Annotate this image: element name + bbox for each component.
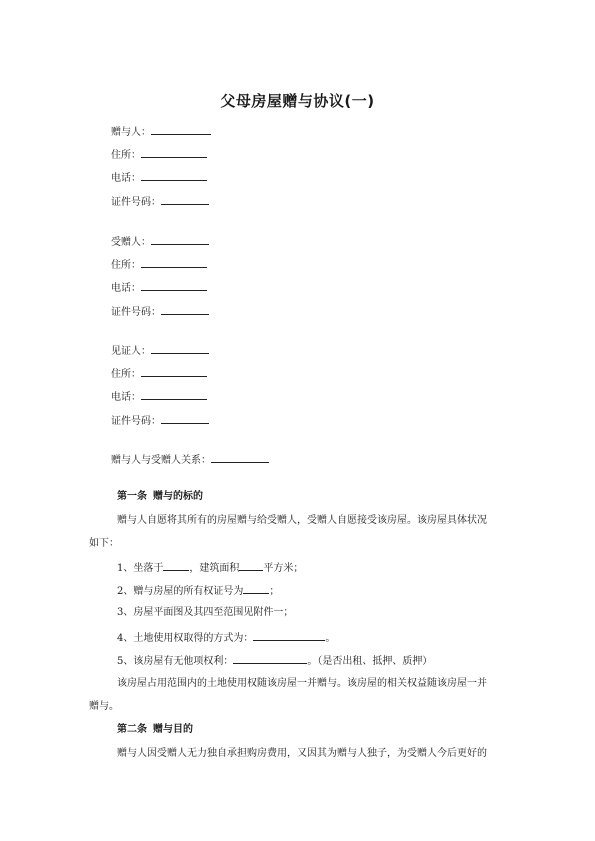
donor-id-blank[interactable] <box>161 194 209 205</box>
item1-unit-label: 平方米； <box>263 563 304 574</box>
witness-address-blank[interactable] <box>141 366 207 377</box>
witness-phone-blank[interactable] <box>141 389 207 400</box>
article1-title: 赠与的标的 <box>153 491 203 502</box>
item5-rights-blank[interactable] <box>233 653 307 664</box>
article1-item1 <box>117 560 303 576</box>
witness-id-blank[interactable] <box>161 413 209 424</box>
article1-item5 <box>117 653 432 669</box>
donor-phone-line <box>111 170 207 186</box>
donor-id-line <box>111 194 209 210</box>
recipient-name-blank[interactable] <box>151 234 209 245</box>
witness-id-line <box>111 413 209 429</box>
witness-id-label: 证件号码： <box>111 416 161 427</box>
item2-end: ； <box>269 586 280 597</box>
article1-note-line2: 赠与。 <box>89 701 119 712</box>
donor-address-blank[interactable] <box>141 147 207 158</box>
witness-phone-label: 电话： <box>111 392 141 403</box>
item1-location-blank[interactable] <box>163 560 189 571</box>
item5-label: 5、该房屋有无他项权利： <box>117 656 234 667</box>
item1-location-label: 1、坐落于 <box>117 563 164 574</box>
relation-blank[interactable] <box>211 452 269 463</box>
donor-address-line <box>111 147 207 163</box>
item2-label: 2、赠与房屋的所有权证号为 <box>117 586 244 597</box>
recipient-phone-label: 电话： <box>111 283 141 294</box>
recipient-name-line <box>111 234 209 250</box>
relation-line <box>111 452 269 468</box>
witness-name-blank[interactable] <box>151 343 209 354</box>
witness-name-line <box>111 343 209 359</box>
witness-phone-line <box>111 389 207 405</box>
witness-address-line <box>111 366 207 382</box>
article1-number: 第一条 <box>117 491 147 502</box>
item2-certificate-blank[interactable] <box>243 583 269 594</box>
donor-name-blank[interactable] <box>151 124 211 135</box>
witness-name-label: 见证人： <box>111 346 151 357</box>
article1-item4 <box>117 630 335 646</box>
article1-item2 <box>117 583 279 599</box>
item4-end: 。 <box>325 633 336 644</box>
article1-intro-line1: 赠与人自愿将其所有的房屋赠与给受赠人，受赠人自愿接受该房屋。该房屋具体状况 <box>117 515 487 526</box>
recipient-id-line <box>111 304 209 320</box>
item4-label: 4、土地使用权取得的方式为： <box>117 633 254 644</box>
recipient-id-label: 证件号码： <box>111 307 161 318</box>
donor-id-label: 证件号码： <box>111 197 161 208</box>
recipient-name-label: 受赠人： <box>111 237 151 248</box>
article2-title: 赠与目的 <box>153 724 193 735</box>
donor-address-label: 住所： <box>111 150 141 161</box>
document-title: 父母房屋赠与协议(一) <box>220 92 375 110</box>
donor-name-line <box>111 124 211 140</box>
recipient-phone-blank[interactable] <box>141 280 207 291</box>
witness-address-label: 住所： <box>111 369 141 380</box>
donor-phone-blank[interactable] <box>141 170 207 181</box>
article2-number: 第二条 <box>117 724 147 735</box>
recipient-address-label: 住所： <box>111 260 141 271</box>
recipient-address-line <box>111 257 207 273</box>
donor-name-label: 赠与人： <box>111 127 151 138</box>
article1-heading <box>117 490 203 504</box>
item1-area-blank[interactable] <box>239 560 263 571</box>
article1-item3: 3、房屋平面图及其四至范围见附件一； <box>117 607 294 618</box>
article1-note-line1: 该房屋占用范围内的土地使用权随该房屋一并赠与。该房屋的相关权益随该房屋一并 <box>117 678 487 689</box>
item5-end: 。（是否出租、抵押、质押） <box>307 656 433 667</box>
donor-phone-label: 电话： <box>111 173 141 184</box>
recipient-phone-line <box>111 280 207 296</box>
item4-land-method-blank[interactable] <box>253 630 325 641</box>
recipient-id-blank[interactable] <box>161 304 209 315</box>
recipient-address-blank[interactable] <box>141 257 207 268</box>
article2-heading <box>117 723 193 737</box>
item1-area-label: ，建筑面积 <box>189 563 240 574</box>
article1-intro-line2: 如下： <box>89 538 119 549</box>
relation-label: 赠与人与受赠人关系： <box>111 455 211 466</box>
article2-line1: 赠与人因受赠人无力独自承担购房费用，又因其为赠与人独子，为受赠人今后更好的 <box>117 748 487 759</box>
